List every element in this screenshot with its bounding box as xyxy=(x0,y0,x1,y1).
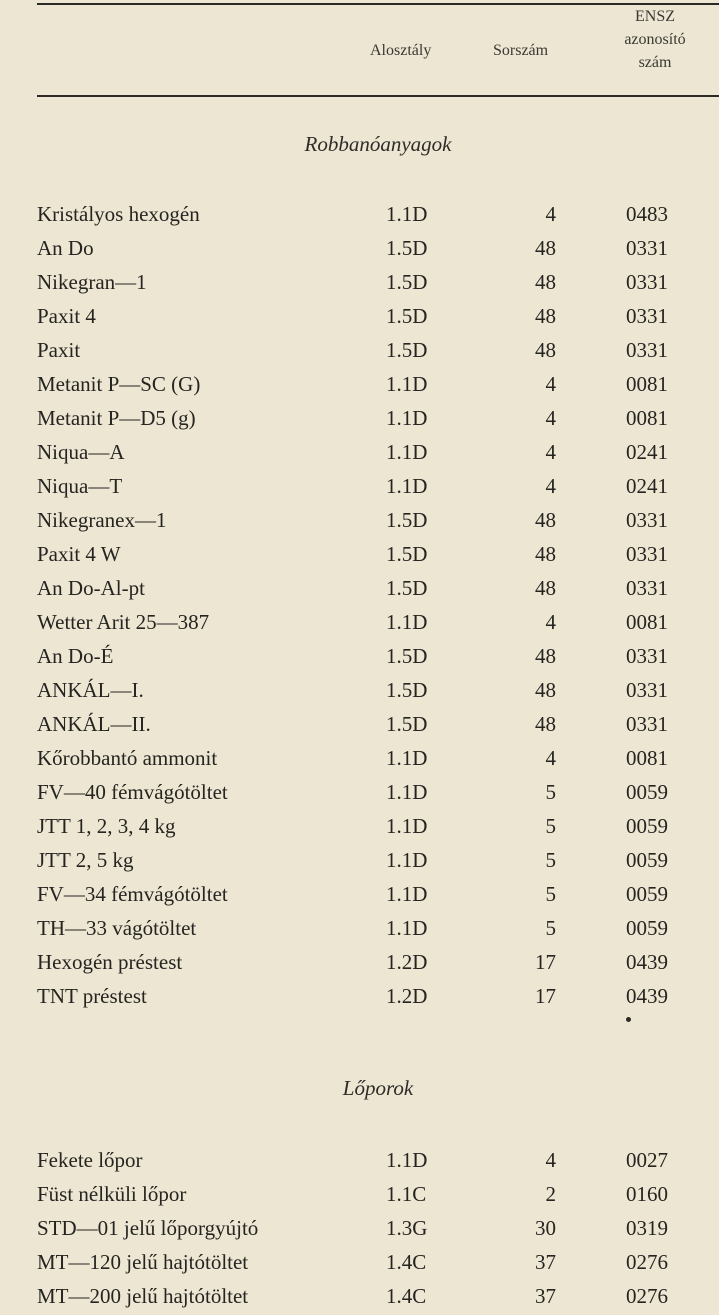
row-name: Kőrobbantó ammonit xyxy=(37,746,218,770)
row-ensz-szam: 0059 xyxy=(626,916,668,940)
row-name: Metanit P—D5 (g) xyxy=(37,406,196,430)
row-ensz-szam: 0331 xyxy=(626,712,668,736)
row-alosztaly: 1.4C xyxy=(386,1284,427,1308)
row-sorszam: 2 xyxy=(545,1182,556,1206)
row-sorszam: 48 xyxy=(535,338,556,362)
row-alosztaly: 1.1D xyxy=(386,1148,428,1172)
table-row xyxy=(0,707,719,741)
row-name: Niqua—T xyxy=(37,474,123,498)
row-name: Hexogén préstest xyxy=(37,950,183,974)
row-ensz-szam: 0059 xyxy=(626,882,668,906)
table-row xyxy=(0,877,719,911)
row-ensz-szam: 0483 xyxy=(626,202,668,226)
row-name: Paxit 4 xyxy=(37,304,96,328)
row-name: MT—200 jelű hajtótöltet xyxy=(37,1284,249,1308)
table-row xyxy=(0,333,719,367)
row-alosztaly: 1.1D xyxy=(386,814,428,838)
row-sorszam: 48 xyxy=(535,678,556,702)
row-name: FV—34 fémvágótöltet xyxy=(37,882,228,906)
row-name: ANKÁL—I. xyxy=(37,678,144,702)
row-sorszam: 5 xyxy=(545,882,556,906)
row-alosztaly: 1.5D xyxy=(386,236,428,260)
row-name: Wetter Arit 25—387 xyxy=(37,610,210,634)
row-alosztaly: 1.5D xyxy=(386,644,428,668)
row-ensz-szam: 0331 xyxy=(626,338,668,362)
table-row xyxy=(0,367,719,401)
row-alosztaly: 1.5D xyxy=(386,304,428,328)
row-name: JTT 2, 5 kg xyxy=(37,848,134,872)
row-sorszam: 5 xyxy=(545,814,556,838)
row-name: MT—120 jelű hajtótöltet xyxy=(37,1250,249,1274)
row-ensz-szam: 0081 xyxy=(626,372,668,396)
header-ensz-line2: azonosító xyxy=(624,31,686,48)
row-name: ANKÁL—II. xyxy=(37,712,151,736)
row-name: Niqua—A xyxy=(37,440,125,464)
row-ensz-szam: 0081 xyxy=(626,406,668,430)
row-sorszam: 48 xyxy=(535,712,556,736)
row-alosztaly: 1.1D xyxy=(386,780,428,804)
row-sorszam: 4 xyxy=(545,202,556,226)
row-sorszam: 4 xyxy=(545,406,556,430)
row-sorszam: 4 xyxy=(545,746,556,770)
row-ensz-szam: 0331 xyxy=(626,644,668,668)
row-alosztaly: 1.1D xyxy=(386,474,428,498)
row-ensz-szam: 0059 xyxy=(626,814,668,838)
section-title-loporok: Lőporok xyxy=(342,1076,414,1100)
header-rule xyxy=(37,95,719,97)
row-ensz-szam: 0331 xyxy=(626,576,668,600)
header-ensz xyxy=(600,5,710,74)
row-name: TNT préstest xyxy=(37,984,147,1008)
table-row xyxy=(0,809,719,843)
row-alosztaly: 1.5D xyxy=(386,712,428,736)
row-sorszam: 30 xyxy=(535,1216,556,1240)
table-row xyxy=(0,1245,719,1279)
row-alosztaly: 1.1D xyxy=(386,202,428,226)
row-ensz-szam: 0081 xyxy=(626,610,668,634)
table-row xyxy=(0,843,719,877)
row-sorszam: 48 xyxy=(535,270,556,294)
row-sorszam: 4 xyxy=(545,610,556,634)
row-ensz-szam: 0059 xyxy=(626,848,668,872)
table-row xyxy=(0,537,719,571)
table-row xyxy=(0,1211,719,1245)
row-name: An Do-É xyxy=(37,644,114,668)
row-sorszam: 5 xyxy=(545,848,556,872)
row-name: Fekete lőpor xyxy=(37,1148,143,1172)
row-name: An Do xyxy=(37,236,94,260)
table-row xyxy=(0,1279,719,1313)
row-ensz-szam: 0439 xyxy=(626,950,668,974)
header-sorszam: Sorszám xyxy=(493,42,549,59)
table-row xyxy=(0,503,719,537)
row-alosztaly: 1.1D xyxy=(386,372,428,396)
row-alosztaly: 1.4C xyxy=(386,1250,427,1274)
table-row xyxy=(0,299,719,333)
row-ensz-szam: 0331 xyxy=(626,270,668,294)
row-ensz-szam: 0276 xyxy=(626,1250,668,1274)
row-alosztaly: 1.1D xyxy=(386,406,428,430)
row-ensz-szam: 0331 xyxy=(626,678,668,702)
table-row xyxy=(0,605,719,639)
row-name: JTT 1, 2, 3, 4 kg xyxy=(37,814,176,838)
row-alosztaly: 1.5D xyxy=(386,576,428,600)
row-alosztaly: 1.2D xyxy=(386,984,428,1008)
row-name: Füst nélküli lőpor xyxy=(37,1182,187,1206)
row-ensz-szam: 0241 xyxy=(626,440,668,464)
row-sorszam: 48 xyxy=(535,644,556,668)
table-row xyxy=(0,911,719,945)
row-name: Nikegran—1 xyxy=(37,270,147,294)
table-row xyxy=(0,197,719,231)
row-sorszam: 48 xyxy=(535,304,556,328)
row-name: Paxit 4 W xyxy=(37,542,121,566)
stray-dot xyxy=(626,1017,631,1022)
row-sorszam: 37 xyxy=(535,1250,556,1274)
row-sorszam: 17 xyxy=(535,984,556,1008)
row-ensz-szam: 0059 xyxy=(626,780,668,804)
row-sorszam: 4 xyxy=(545,474,556,498)
row-ensz-szam: 0081 xyxy=(626,746,668,770)
row-sorszam: 4 xyxy=(545,1148,556,1172)
row-ensz-szam: 0331 xyxy=(626,304,668,328)
row-sorszam: 48 xyxy=(535,236,556,260)
header-alosztaly: Alosztály xyxy=(370,42,432,59)
section-title-robbanoanyagok: Robbanóanyagok xyxy=(304,132,452,156)
row-alosztaly: 1.2D xyxy=(386,950,428,974)
row-sorszam: 4 xyxy=(545,440,556,464)
row-ensz-szam: 0331 xyxy=(626,508,668,532)
table-row xyxy=(0,775,719,809)
row-sorszam: 48 xyxy=(535,542,556,566)
row-ensz-szam: 0319 xyxy=(626,1216,668,1240)
row-alosztaly: 1.1C xyxy=(386,1182,427,1206)
row-sorszam: 17 xyxy=(535,950,556,974)
row-sorszam: 5 xyxy=(545,916,556,940)
row-alosztaly: 1.3G xyxy=(386,1216,428,1240)
row-name: FV—40 fémvágótöltet xyxy=(37,780,228,804)
row-sorszam: 37 xyxy=(535,1284,556,1308)
row-ensz-szam: 0027 xyxy=(626,1148,668,1172)
row-name: Nikegranex—1 xyxy=(37,508,167,532)
row-alosztaly: 1.1D xyxy=(386,746,428,770)
row-ensz-szam: 0331 xyxy=(626,542,668,566)
row-name: Kristályos hexogén xyxy=(37,202,200,226)
row-alosztaly: 1.5D xyxy=(386,542,428,566)
row-alosztaly: 1.5D xyxy=(386,338,428,362)
row-alosztaly: 1.5D xyxy=(386,508,428,532)
row-alosztaly: 1.1D xyxy=(386,848,428,872)
table-row xyxy=(0,945,719,979)
row-name: TH—33 vágótöltet xyxy=(37,916,197,940)
row-ensz-szam: 0276 xyxy=(626,1284,668,1308)
table-row xyxy=(0,231,719,265)
row-alosztaly: 1.1D xyxy=(386,882,428,906)
row-name: Paxit xyxy=(37,338,81,362)
row-sorszam: 4 xyxy=(545,372,556,396)
table-row xyxy=(0,469,719,503)
row-ensz-szam: 0160 xyxy=(626,1182,668,1206)
row-alosztaly: 1.1D xyxy=(386,610,428,634)
row-sorszam: 5 xyxy=(545,780,556,804)
row-alosztaly: 1.5D xyxy=(386,678,428,702)
table-row xyxy=(0,571,719,605)
row-alosztaly: 1.1D xyxy=(386,916,428,940)
header-ensz-line3: szám xyxy=(638,54,672,71)
row-ensz-szam: 0241 xyxy=(626,474,668,498)
row-sorszam: 48 xyxy=(535,508,556,532)
table-row xyxy=(0,673,719,707)
table-row xyxy=(0,435,719,469)
table-row xyxy=(0,1143,719,1177)
row-sorszam: 48 xyxy=(535,576,556,600)
table-row xyxy=(0,401,719,435)
table-row xyxy=(0,265,719,299)
table-row xyxy=(0,1177,719,1211)
header-ensz-line1: ENSZ xyxy=(635,8,675,25)
table-row xyxy=(0,639,719,673)
table-row xyxy=(0,979,719,1013)
row-name: STD—01 jelű lőporgyújtó xyxy=(37,1216,259,1240)
row-ensz-szam: 0439 xyxy=(626,984,668,1008)
row-name: Metanit P—SC (G) xyxy=(37,372,201,396)
row-name: An Do-Al-pt xyxy=(37,576,145,600)
row-ensz-szam: 0331 xyxy=(626,236,668,260)
row-alosztaly: 1.1D xyxy=(386,440,428,464)
row-alosztaly: 1.5D xyxy=(386,270,428,294)
table-row xyxy=(0,741,719,775)
